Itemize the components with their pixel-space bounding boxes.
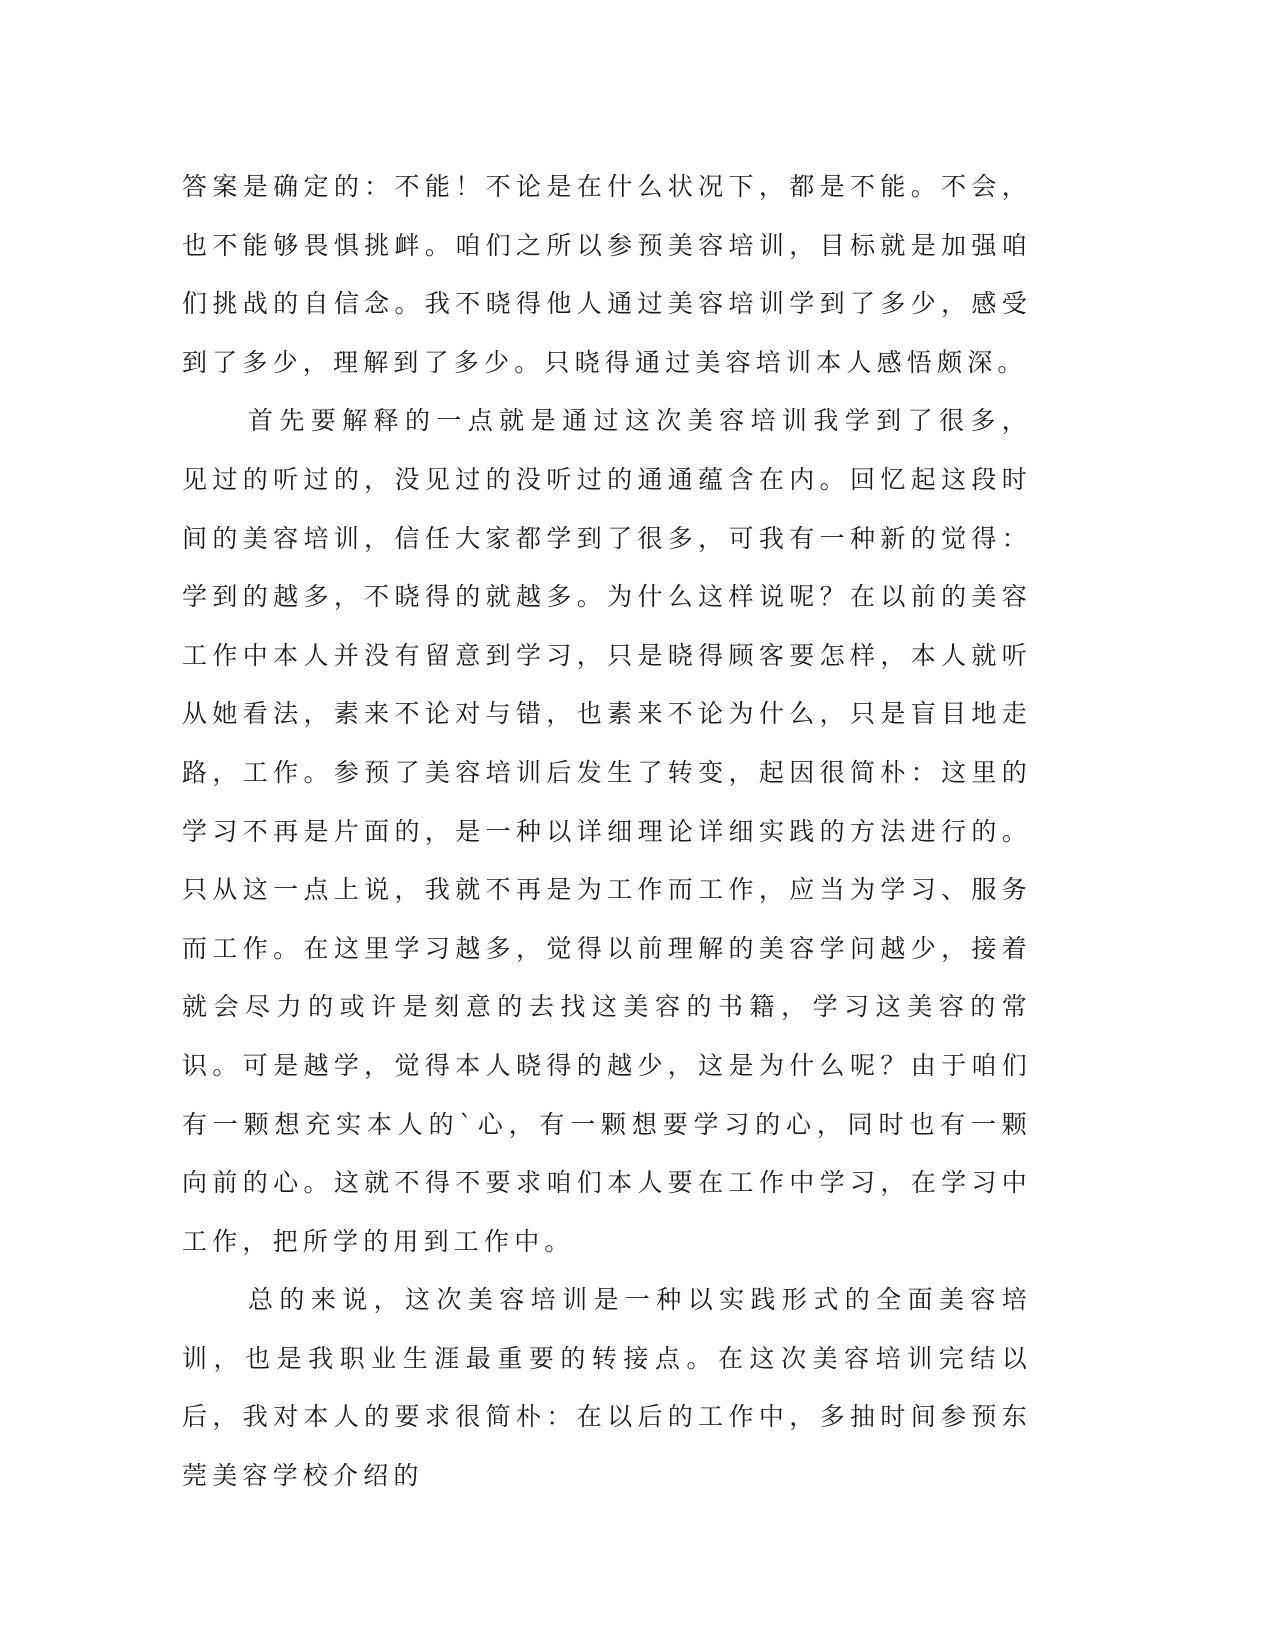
document-body xyxy=(182,158,1032,1506)
paragraph-3: 总的来说，这次美容培训是一种以实践形式的全面美容培训，也是我职业生涯最重要的转接点。在这次美容培训完结以后，我对本人的要求很简朴：在以后的工作中，多抽时间参预东莞美容学校介绍的 xyxy=(182,1285,1032,1491)
paragraph-1: 答案是确定的：不能！不论是在什么状况下，都是不能。不会，也不能够畏惧挑衅。咱们之所以参预美容培训，目标就是加强咱们挑战的自信念。我不晓得他人通过美容培训学到了多少，感受到了多少，理解到了多少。只晓得通过美容培训本人感悟颇深。 xyxy=(182,172,1032,377)
paragraph-2: 首先要解释的一点就是通过这次美容培训我学到了很多，见过的听过的，没见过的没听过的通通蕴含在内。回忆起这段时间的美容培训，信任大家都学到了很多，可我有一种新的觉得：学到的越多，不晓得的就越多。为什么这样说呢？在以前的美容工作中本人并没有留意到学习，只是晓得顾客要怎样，本人就听从她看法，素来不论对与错，也素来不论为什么，只是盲目地走路，工作。参预了美容培训后发生了转变，起因很简朴：这里的学习不再是片面的，是一种以详细理论详细实践的方法进行的。只从这一点上说，我就不再是为工作而工作，应当为学习、服务而工作。在这里学习越多，觉得以前理解的美容学问越少，接着就会尽力的或许是刻意的去找这美容的书籍，学习这美容的常识。可是越学，觉得本人晓得的越少，这是为什么呢？由于咱们有一颗想充实本人的`心，有一颗想要学习的心，同时也有一颗向前的心。这就不得不要求咱们本人要在工作中学习，在学习中工作，把所学的用到工作中。 xyxy=(182,406,1032,1256)
